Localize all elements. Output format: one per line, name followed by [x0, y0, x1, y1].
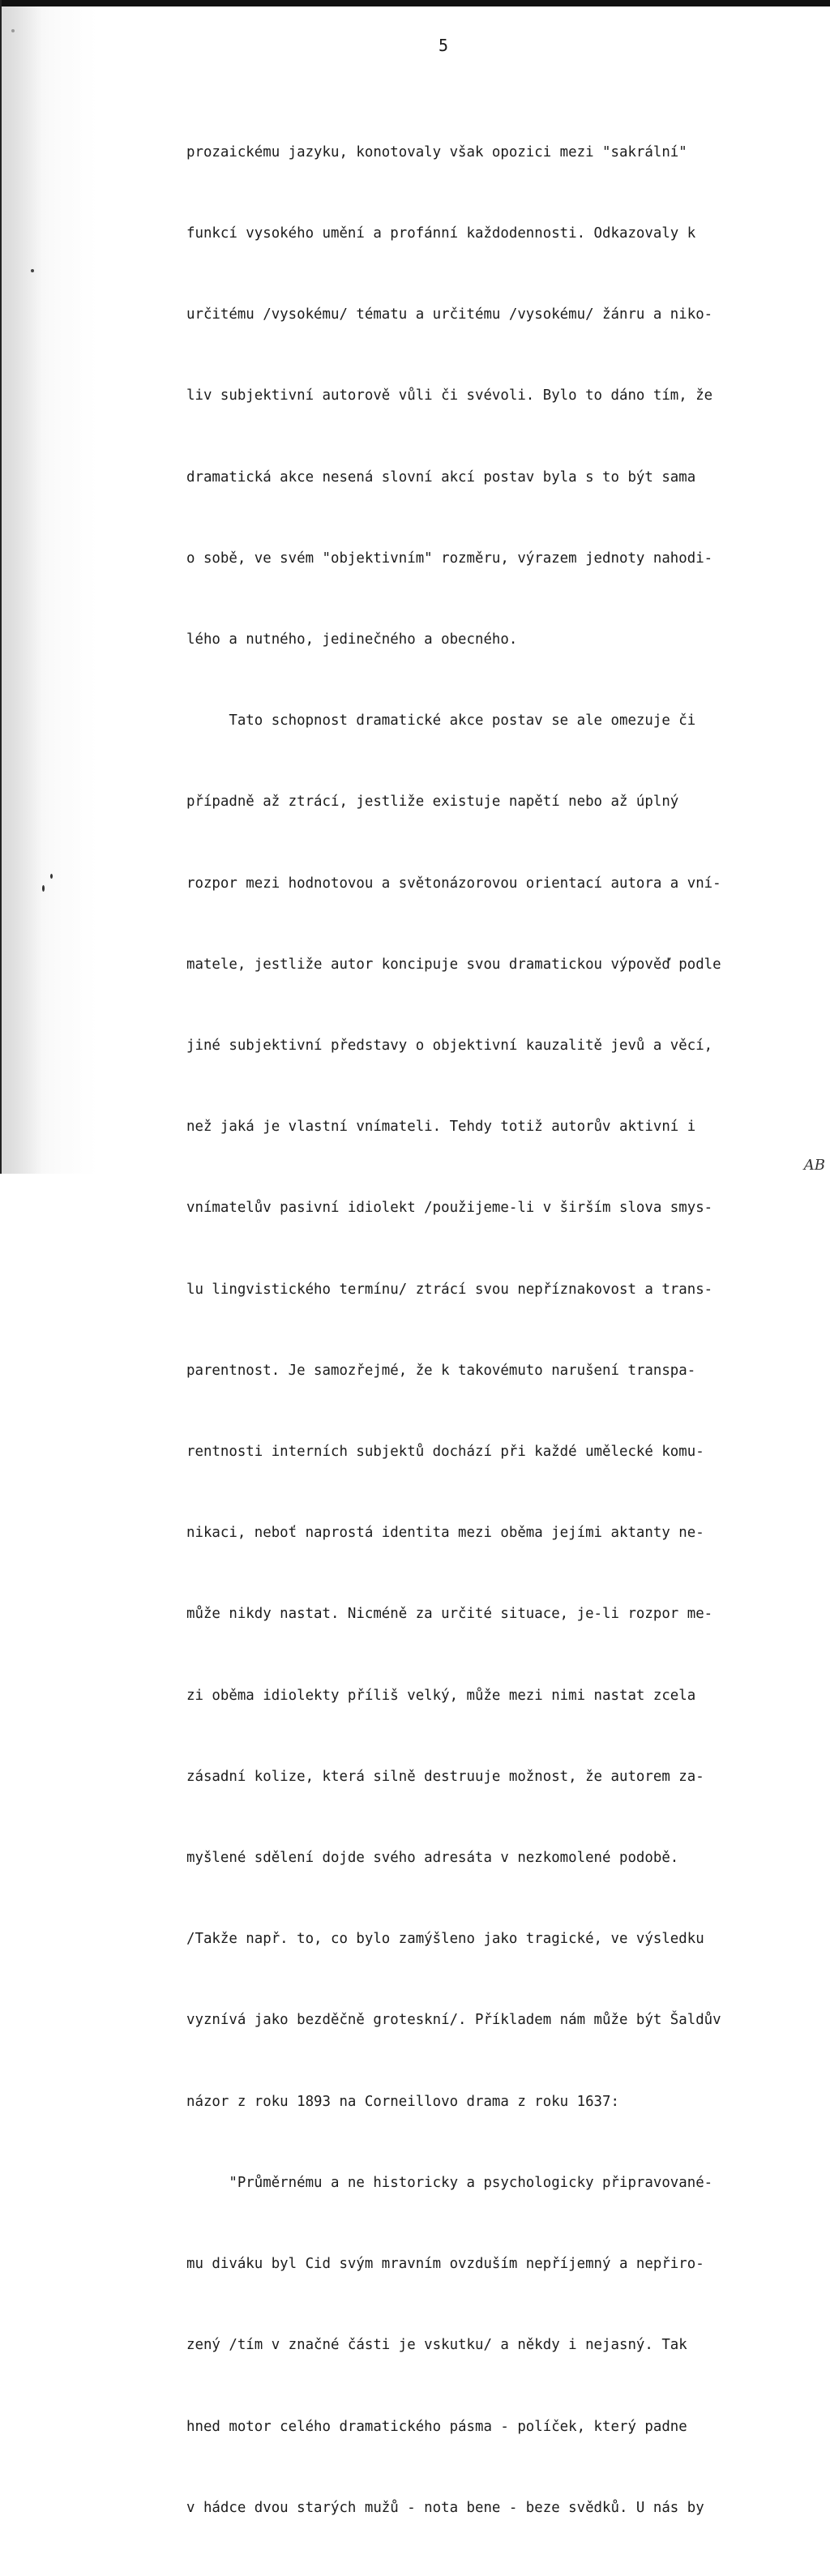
text-line: jiné subjektivní představy o objektivní kauzalitě jevů a věcí, — [186, 1038, 713, 1055]
text-line: lu lingvistického termínu/ ztrácí svou nepříznakovost a trans- — [186, 1281, 713, 1298]
text-line: v hádce dvou starých mužů - nota bene - beze svědků. U nás by — [186, 2499, 704, 2516]
text-line: dramatická akce nesená slovní akcí postav byla s to být sama — [186, 469, 696, 486]
text-line: prozaickému jazyku, konotovaly však opozici mezi "sakrální" — [186, 143, 687, 160]
text-line: případně až ztrácí, jestliže existuje napětí nebo až úplný — [186, 794, 679, 811]
text-line: zásadní kolize, která silně destruuje možnost, že autorem za- — [186, 1768, 704, 1785]
text-line: o sobě, ve svém "objektivním" rozměru, výrazem jednoty nahodi- — [186, 550, 713, 567]
scan-speck — [42, 885, 45, 892]
scan-top-edge — [0, 0, 830, 6]
text-line: nikaci, neboť naprostá identita mezi oběma jejími aktanty ne- — [186, 1525, 704, 1542]
text-line: myšlené sdělení dojde svého adresáta v nezkomolené podobě. — [186, 1850, 679, 1867]
text-line: zi oběma idiolekty příliš velký, může mezi nimi nastat zcela — [186, 1687, 696, 1704]
body-text — [186, 85, 819, 2576]
binding-shadow — [2, 6, 42, 1174]
text-line: /Takže např. to, co bylo zamýšleno jako tragické, ve výsledku — [186, 1931, 704, 1948]
text-line: hned motor celého dramatického pásma - políček, který padne — [186, 2418, 687, 2435]
text-line: vyznívá jako bezděčně groteskní/. Příkladem nám může být Šaldův — [186, 2012, 721, 2029]
text-line: názor z roku 1893 na Corneillovo drama z roku 1637: — [186, 2093, 619, 2110]
text-line: může nikdy nastat. Nicméně za určité situace, je-li rozpor me- — [186, 1606, 713, 1623]
text-line: parentnost. Je samozřejmé, že k takovémuto narušení transpa- — [186, 1362, 696, 1379]
text-line: "Průměrnému a ne historicky a psychologicky připravované- — [186, 2174, 713, 2191]
page-number: 5 — [439, 36, 449, 55]
text-line: rentnosti interních subjektů dochází při každé umělecké komu- — [186, 1444, 704, 1461]
text-line: vnímatelův pasivní idiolekt /použijeme-li v širším slova smys- — [186, 1200, 713, 1217]
scan-speck — [50, 874, 53, 879]
text-line: lého a nutného, jedinečného a obecného. — [186, 631, 518, 648]
text-line: funkcí vysokého umění a profánní každodennosti. Odkazovaly k — [186, 225, 696, 242]
text-line: určitému /vysokému/ tématu a určitému /vysokému/ žánru a niko- — [186, 306, 713, 323]
text-line: rozpor mezi hodnotovou a světonázorovou orientací autora a vní- — [186, 875, 721, 892]
text-line: liv subjektivní autorově vůli či svévoli. Bylo to dáno tím, že — [186, 387, 713, 404]
scan-speck — [31, 269, 34, 272]
text-line: mu diváku byl Cid svým mravním ovzduším nepříjemný a nepřiro- — [186, 2256, 704, 2273]
text-line: zený /tím v značné části je vskutku/ a někdy i nejasný. Tak — [186, 2337, 687, 2354]
text-line: než jaká je vlastní vnímateli. Tehdy totiž autorův aktivní i — [186, 1119, 696, 1136]
text-line: matele, jestliže autor koncipuje svou dramatickou výpověď podle — [186, 956, 721, 973]
scan-speck — [11, 29, 15, 32]
text-line: Tato schopnost dramatické akce postav se ale omezuje či — [186, 712, 696, 730]
corner-handwritten-mark: AB — [803, 1157, 825, 1174]
